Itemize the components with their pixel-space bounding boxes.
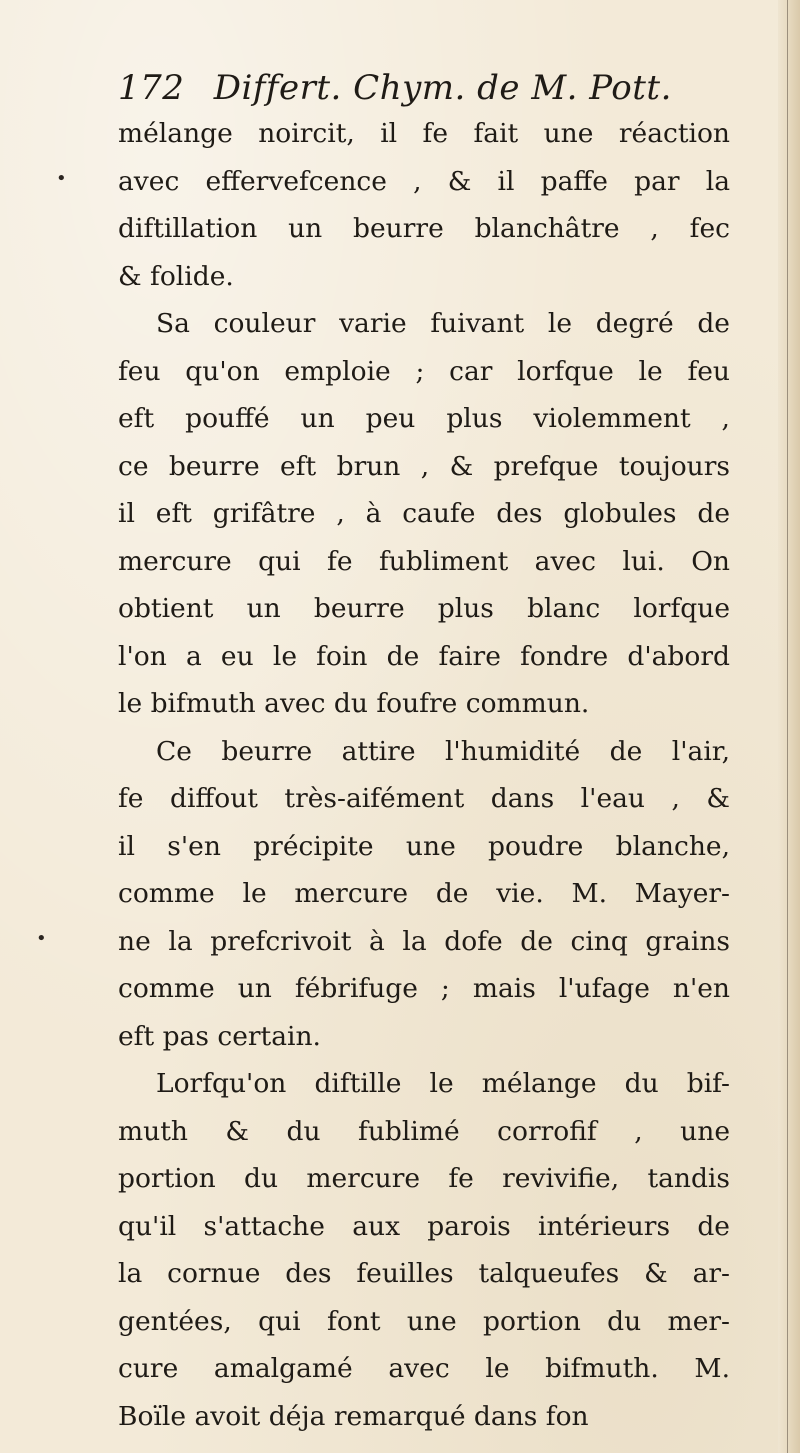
- margin-mark: •: [56, 168, 67, 189]
- text-line: portion du mercure fe revivifie, tandis: [118, 1163, 730, 1194]
- text-line: & folide.: [118, 260, 234, 292]
- paragraph-start-line: Lorfqu'on diftille le mélange du bif-: [156, 1068, 730, 1099]
- text-line: Boïle avoit déja remarqué dans fon: [118, 1400, 589, 1432]
- paragraph-start-line: Ce beurre attire l'humidité de l'air,: [156, 735, 730, 767]
- text-line: mélange noircit, il fe fait une réaction: [118, 118, 730, 149]
- text-line: eft pas certain.: [118, 1020, 321, 1052]
- page-edge-line: [787, 0, 789, 1453]
- text-line: gentées, qui font une portion du mer-: [118, 1305, 730, 1337]
- text-line: obtient un beurre plus blanc lorfque: [118, 593, 730, 624]
- running-header: [118, 68, 718, 108]
- text-line: fe diffout très-aifément dans l'eau , &: [118, 783, 730, 814]
- text-line: il s'en précipite une poudre blanche,: [118, 830, 730, 862]
- text-line: qu'il s'attache aux parois intérieurs de: [118, 1210, 730, 1242]
- text-line: l'on a eu le foin de faire fondre d'abord: [118, 640, 730, 672]
- text-line: il eft grifâtre , à caufe des globules de: [118, 498, 730, 529]
- margin-mark: •: [36, 928, 47, 949]
- running-title: Differt. Chym. de M. Pott.: [213, 68, 672, 108]
- body-text: [118, 110, 730, 1440]
- text-line: muth & du fublimé corrofif , une: [118, 1115, 730, 1147]
- page-edge: [778, 0, 800, 1453]
- text-line: le bifmuth avec du foufre commun.: [118, 688, 590, 719]
- text-line: ce beurre eft brun , & prefque toujours: [118, 450, 730, 482]
- text-line: comme le mercure de vie. M. Mayer-: [118, 878, 730, 909]
- text-line: la cornue des feuilles talqueufes & ar-: [118, 1258, 730, 1289]
- paragraph-start-line: Sa couleur varie fuivant le degré de: [156, 308, 730, 339]
- page-number: 172: [118, 68, 185, 108]
- text-line: eft pouffé un peu plus violemment ,: [118, 403, 730, 434]
- text-line: mercure qui fe fubliment avec lui. On: [118, 545, 730, 577]
- text-line: comme un fébrifuge ; mais l'ufage n'en: [118, 973, 730, 1004]
- text-line: ne la prefcrivoit à la dofe de cinq grains: [118, 925, 730, 957]
- text-line: cure amalgamé avec le bifmuth. M.: [118, 1353, 730, 1384]
- text-line: feu qu'on emploie ; car lorfque le feu: [118, 355, 730, 387]
- text-line: avec effervefcence , & il paffe par la: [118, 165, 730, 197]
- text-line: diftillation un beurre blanchâtre , fec: [118, 213, 730, 244]
